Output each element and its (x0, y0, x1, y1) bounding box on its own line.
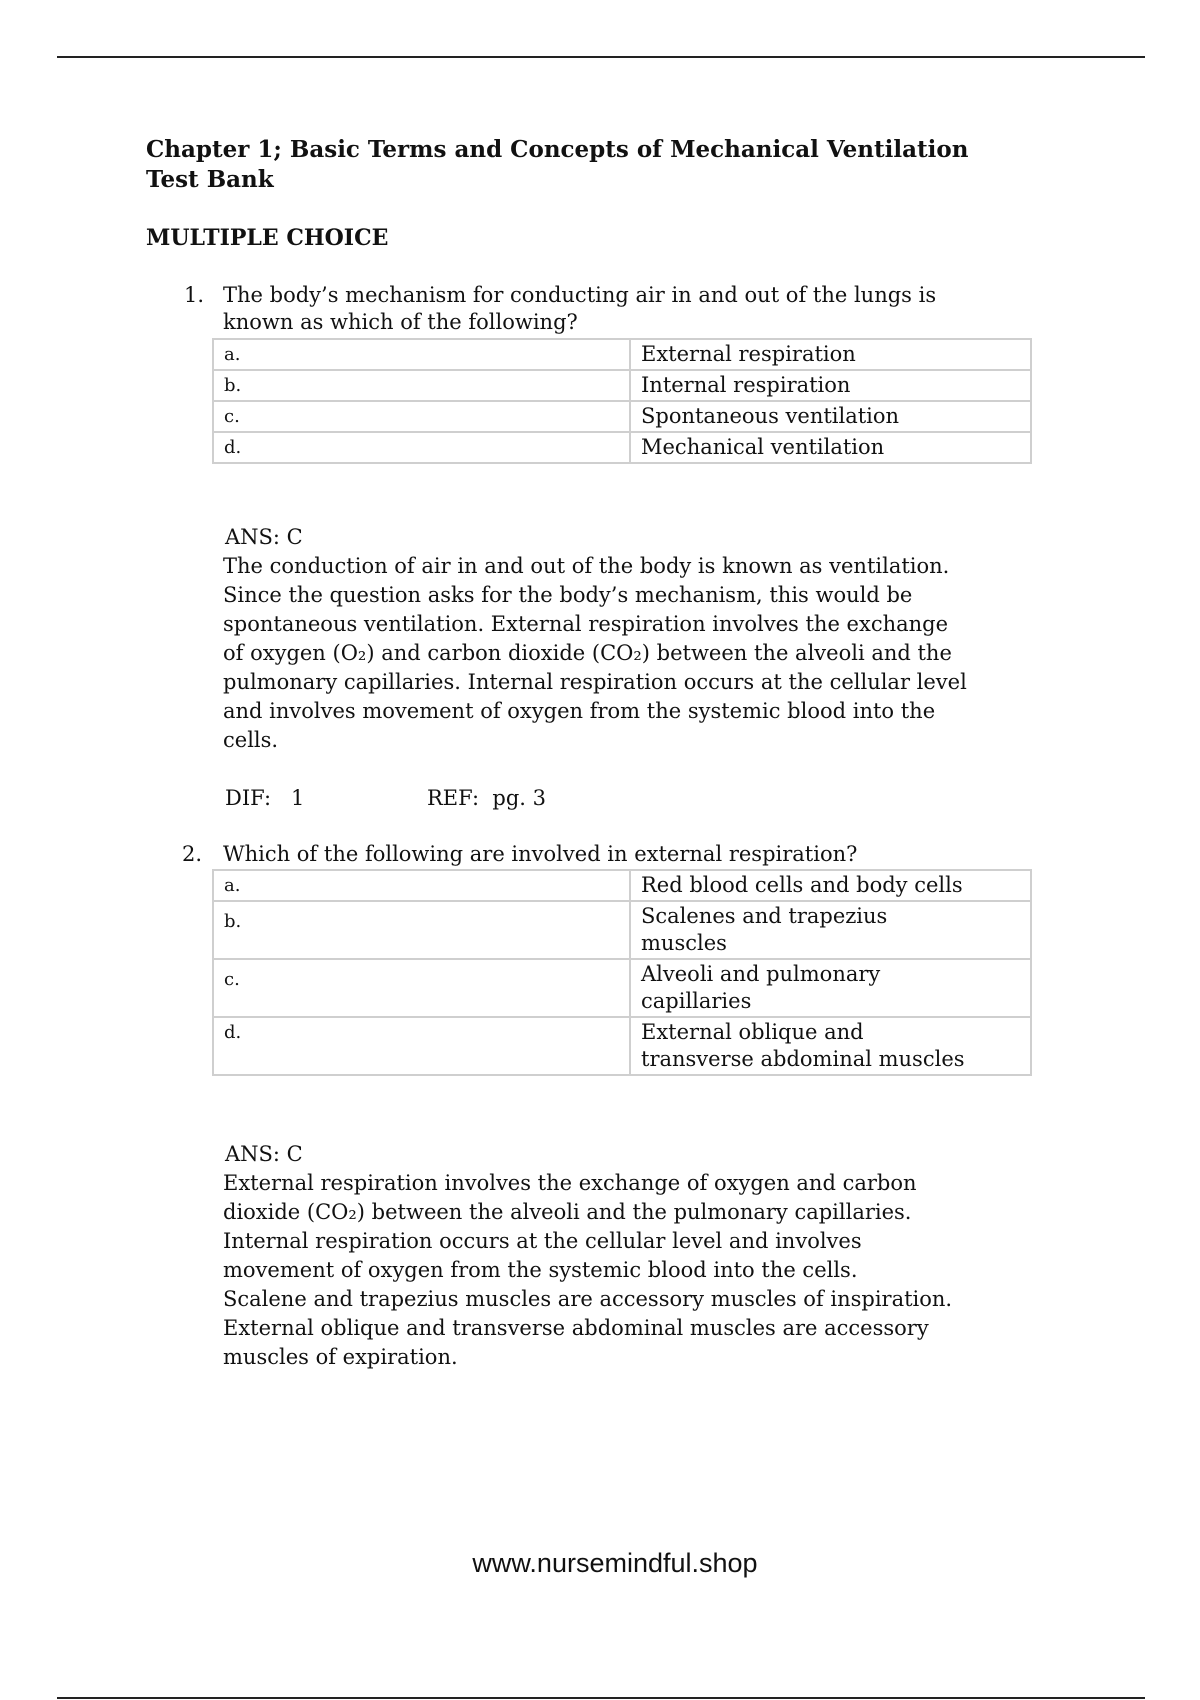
question-1-options-table (212, 338, 1032, 464)
explanation-line: spontaneous ventilation. External respiration involves the exchange (223, 612, 949, 636)
explanation-line: External oblique and transverse abdominal muscles are accessory (223, 1316, 929, 1340)
explanation-line: of oxygen (O₂) and carbon dioxide (CO₂) between the alveoli and the (223, 641, 952, 665)
option-text-line: Alveoli and pulmonary (641, 962, 881, 986)
explanation-line: Scalene and trapezius muscles are accessory muscles of inspiration. (223, 1287, 953, 1311)
option-letter: a. (213, 339, 630, 370)
option-text: Spontaneous ventilation (630, 401, 1031, 432)
option-row[interactable] (213, 432, 1031, 463)
question-2-number: 2. (182, 842, 203, 866)
explanation-line: pulmonary capillaries. Internal respiration occurs at the cellular level (223, 670, 967, 694)
option-letter: d. (213, 432, 630, 463)
option-text (630, 1017, 1031, 1075)
option-text-line: External oblique and (641, 1020, 864, 1044)
question-1-reference: REF: pg. 3 (427, 786, 546, 810)
option-letter: b. (213, 370, 630, 401)
option-row[interactable] (213, 959, 1031, 1017)
explanation-line: External respiration involves the exchange of oxygen and carbon (223, 1171, 917, 1195)
option-letter: b. (213, 901, 630, 959)
option-letter: c. (213, 959, 630, 1017)
option-text: Mechanical ventilation (630, 432, 1031, 463)
question-2-options-table (212, 869, 1032, 1076)
option-text (630, 901, 1031, 959)
option-text-line: Red blood cells and body cells (641, 873, 963, 897)
option-row[interactable] (213, 1017, 1031, 1075)
option-text: External respiration (630, 339, 1031, 370)
top-rule (57, 56, 1145, 58)
footer-url[interactable]: www.nursemindful.shop (472, 1548, 758, 1578)
bottom-rule (57, 1697, 1145, 1699)
explanation-line: muscles of expiration. (223, 1345, 458, 1369)
question-2-text: Which of the following are involved in external respiration? (223, 842, 858, 866)
question-2-explanation (223, 1169, 1043, 1372)
option-letter: d. (213, 1017, 630, 1075)
option-row[interactable] (213, 339, 1031, 370)
option-letter: a. (213, 870, 630, 901)
option-row[interactable] (213, 870, 1031, 901)
option-row[interactable] (213, 901, 1031, 959)
option-row[interactable] (213, 370, 1031, 401)
option-text-line: transverse abdominal muscles (641, 1047, 965, 1071)
explanation-line: cells. (223, 728, 279, 752)
option-letter: c. (213, 401, 630, 432)
question-1-text (223, 282, 1023, 336)
question-1-difficulty: DIF: 1 (225, 786, 305, 810)
question-1-explanation (223, 552, 1043, 755)
explanation-line: and involves movement of oxygen from the systemic blood into the (223, 699, 936, 723)
question-2-answer: ANS: C (225, 1142, 303, 1166)
explanation-line: Since the question asks for the body’s mechanism, this would be (223, 583, 913, 607)
question-1-text-line-1: The body’s mechanism for conducting air in and out of the lungs is (223, 283, 937, 307)
page-title (146, 135, 1046, 195)
question-1-text-line-2: known as which of the following? (223, 310, 578, 334)
explanation-line: Internal respiration occurs at the cellular level and involves (223, 1229, 862, 1253)
explanation-line: The conduction of air in and out of the body is known as ventilation. (223, 554, 950, 578)
explanation-line: dioxide (CO₂) between the alveoli and the pulmonary capillaries. (223, 1200, 912, 1224)
title-line-2: Test Bank (146, 166, 274, 193)
option-text-line: capillaries (641, 989, 752, 1013)
option-row[interactable] (213, 401, 1031, 432)
title-line-1: Chapter 1; Basic Terms and Concepts of Mechanical Ventilation (146, 136, 969, 163)
question-1-answer: ANS: C (225, 525, 303, 549)
question-1-number: 1. (184, 283, 205, 307)
option-text-line: muscles (641, 931, 727, 955)
option-text (630, 959, 1031, 1017)
option-text: Internal respiration (630, 370, 1031, 401)
explanation-line: movement of oxygen from the systemic blood into the cells. (223, 1258, 858, 1282)
option-text-line: Scalenes and trapezius (641, 904, 888, 928)
section-heading: MULTIPLE CHOICE (146, 225, 389, 251)
option-text (630, 870, 1031, 901)
